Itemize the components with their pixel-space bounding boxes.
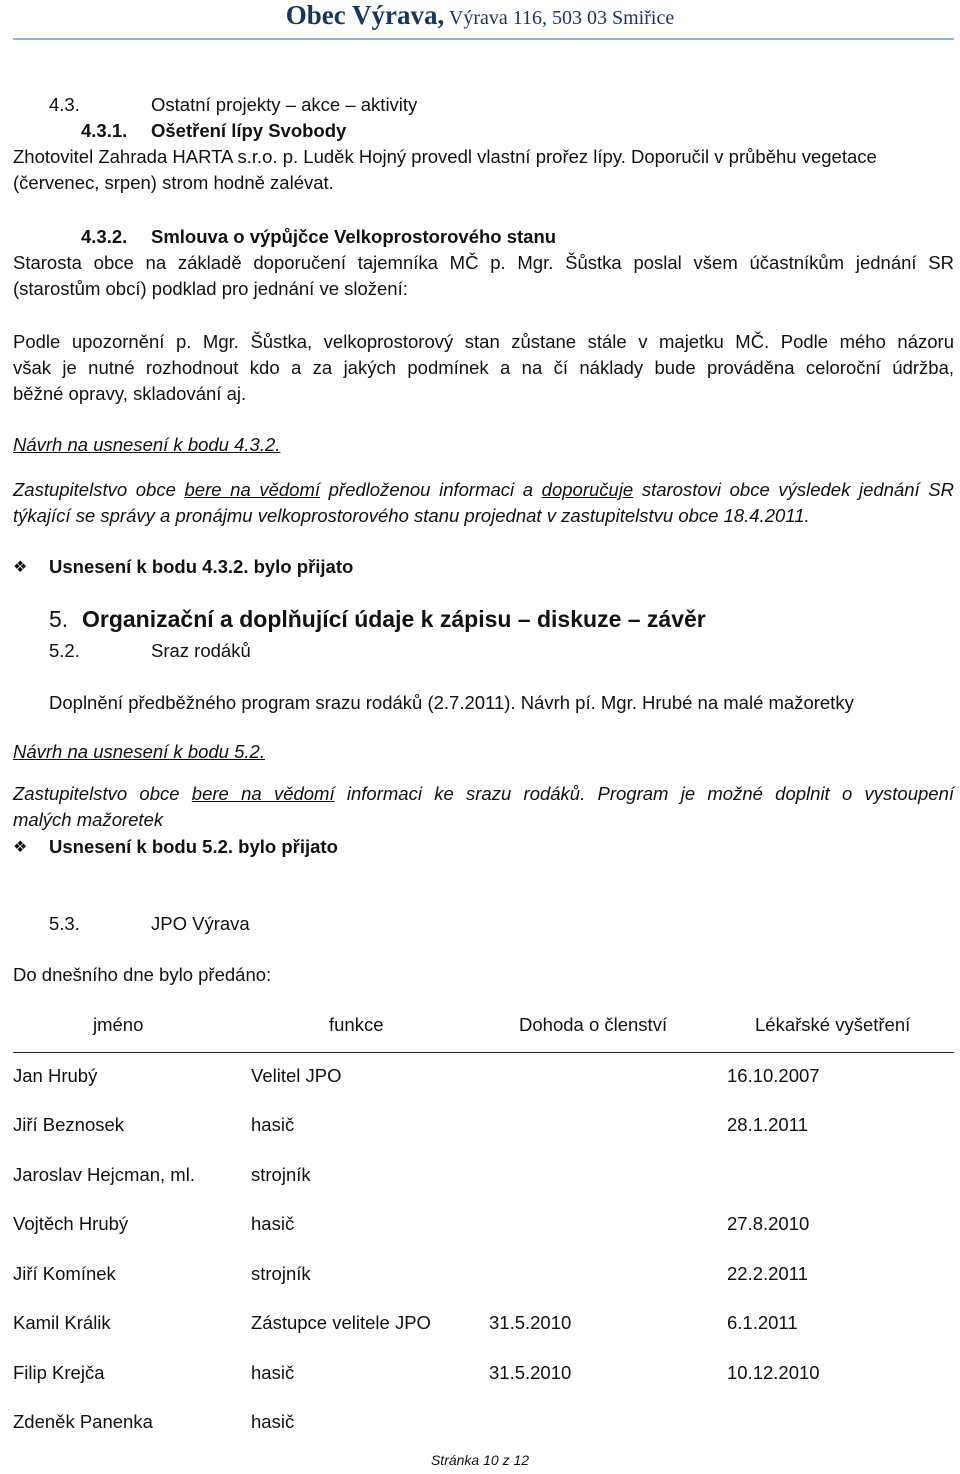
cell-medical: 16.10.2007 <box>727 1065 820 1086</box>
table-header-name: jméno <box>93 1014 144 1035</box>
cell-function: hasič <box>251 1213 295 1234</box>
diamond-bullet-icon: ❖ <box>13 839 28 856</box>
res-4-3-2-part-e: starostovi obce výsledek jednání SR <box>633 479 954 500</box>
res-5-2-part-c: informaci ke srazu rodáků. Program je možné doplnit o vystoupení <box>334 783 955 804</box>
cell-membership: 31.5.2010 <box>489 1362 572 1383</box>
res-4-3-2-part-d: doporučuje <box>541 479 634 500</box>
section-5-2-title: Sraz rodáků <box>151 640 251 661</box>
accepted-4-3-2: Usnesení k bodu 4.3.2. bylo přijato <box>49 556 354 577</box>
section-4-3-2-p2-line1: Podle upozornění p. Mgr. Šůstka, velkoprostorový stan zůstane stále v majetku MČ. Podle mého názoru <box>13 331 954 352</box>
section-5-title: Organizační a doplňující údaje k zápisu – diskuze – závěr <box>82 606 706 632</box>
resolution-5-2-line1 <box>13 783 954 805</box>
table-header-function: funkce <box>329 1014 384 1035</box>
cell-function: Velitel JPO <box>251 1065 342 1086</box>
table-header-medical: Lékařské vyšetření <box>755 1014 911 1035</box>
cell-medical: 27.8.2010 <box>727 1213 810 1234</box>
cell-name: Jiří Komínek <box>13 1263 116 1284</box>
cell-medical: 6.1.2011 <box>727 1312 798 1333</box>
section-4-3-1-line1: Zhotovitel Zahrada HARTA s.r.o. p. Luděk Hojný provedl vlastní prořez lípy. Doporučil v průběhu vegetace <box>13 146 877 167</box>
res-5-2-part-a: Zastupitelstvo obce <box>13 783 192 804</box>
proposal-5-2-title: Návrh na usnesení k bodu 5.2. <box>13 741 265 762</box>
section-4-3-number: 4.3. <box>49 94 80 115</box>
header-rule <box>13 38 954 40</box>
cell-name: Kamil Králik <box>13 1312 111 1333</box>
cell-name: Zdeněk Panenka <box>13 1411 153 1432</box>
section-4-3-2-p1-line2: (starostům obcí) podklad pro jednání ve složení: <box>13 278 408 299</box>
section-4-3-2-number: 4.3.2. <box>81 226 128 247</box>
section-5-3-number: 5.3. <box>49 913 80 934</box>
section-5-2-text: Doplnění předběžného program srazu rodáků (2.7.2011). Návrh pí. Mgr. Hrubé na malé mažoretky <box>49 692 854 713</box>
diamond-bullet-icon: ❖ <box>13 559 28 576</box>
cell-membership: 31.5.2010 <box>489 1312 572 1333</box>
cell-medical: 10.12.2010 <box>727 1362 820 1383</box>
header-name: Obec Výrava, <box>285 0 445 30</box>
cell-name: Vojtěch Hrubý <box>13 1213 129 1234</box>
table-rule <box>13 1052 954 1053</box>
cell-name: Filip Krejča <box>13 1362 105 1383</box>
accepted-5-2: Usnesení k bodu 5.2. bylo přijato <box>49 836 338 857</box>
cell-name: Jaroslav Hejcman, ml. <box>13 1164 195 1185</box>
section-4-3-2-p2-line3: běžné opravy, skladování aj. <box>13 383 247 404</box>
cell-function: strojník <box>251 1164 311 1185</box>
section-4-3-2-title: Smlouva o výpůjčce Velkoprostorového stanu <box>151 226 557 247</box>
section-4-3-2-p1-line1: Starosta obce na základě doporučení tajemníka MČ p. Mgr. Šůstka poslal všem účastníkům jednání SR <box>13 252 954 273</box>
resolution-5-2-line2: malých mažoretek <box>13 809 164 830</box>
page-footer: Stránka 10 z 12 <box>430 1452 530 1468</box>
section-5-3-title: JPO Výrava <box>151 913 250 934</box>
section-5-2-number: 5.2. <box>49 640 80 661</box>
header-address: Výrava 116, 503 03 Smiřice <box>444 7 675 29</box>
section-4-3-1-title: Ošetření lípy Svobody <box>151 120 347 141</box>
section-4-3-2-p2-line2: však je nutné rozhodnout kdo a za jakých podmínek a na čí náklady bude prováděna celoroční údržba, <box>13 357 954 378</box>
proposal-4-3-2-title: Návrh na usnesení k bodu 4.3.2. <box>13 434 281 455</box>
section-5-number: 5. <box>49 606 69 632</box>
res-4-3-2-part-b: bere na vědomí <box>184 479 321 500</box>
cell-function: hasič <box>251 1114 295 1135</box>
section-4-3-title: Ostatní projekty – akce – aktivity <box>151 94 418 115</box>
section-4-3-1-line2: (červenec, srpen) strom hodně zalévat. <box>13 172 334 193</box>
cell-function: strojník <box>251 1263 311 1284</box>
section-4-3-1-number: 4.3.1. <box>81 120 128 141</box>
cell-name: Jiří Beznosek <box>13 1114 125 1135</box>
resolution-4-3-2-line2: týkající se správy a pronájmu velkoprostorového stanu projednat v zastupitelstvu obce 18.4.2011. <box>13 505 810 526</box>
res-5-2-part-b: bere na vědomí <box>191 783 335 804</box>
table-header-membership: Dohoda o členství <box>519 1014 668 1035</box>
section-5-3-intro: Do dnešního dne bylo předáno: <box>13 964 272 985</box>
cell-medical: 28.1.2011 <box>727 1114 808 1135</box>
cell-function: Zástupce velitele JPO <box>251 1312 431 1333</box>
cell-function: hasič <box>251 1362 295 1383</box>
res-4-3-2-part-c: předloženou informaci a <box>320 479 542 500</box>
cell-name: Jan Hrubý <box>13 1065 98 1086</box>
res-4-3-2-part-a: Zastupitelstvo obce <box>13 479 185 500</box>
cell-medical: 22.2.2011 <box>727 1263 808 1284</box>
cell-function: hasič <box>251 1411 295 1432</box>
page-header <box>0 0 960 31</box>
resolution-4-3-2-line1 <box>13 479 954 501</box>
